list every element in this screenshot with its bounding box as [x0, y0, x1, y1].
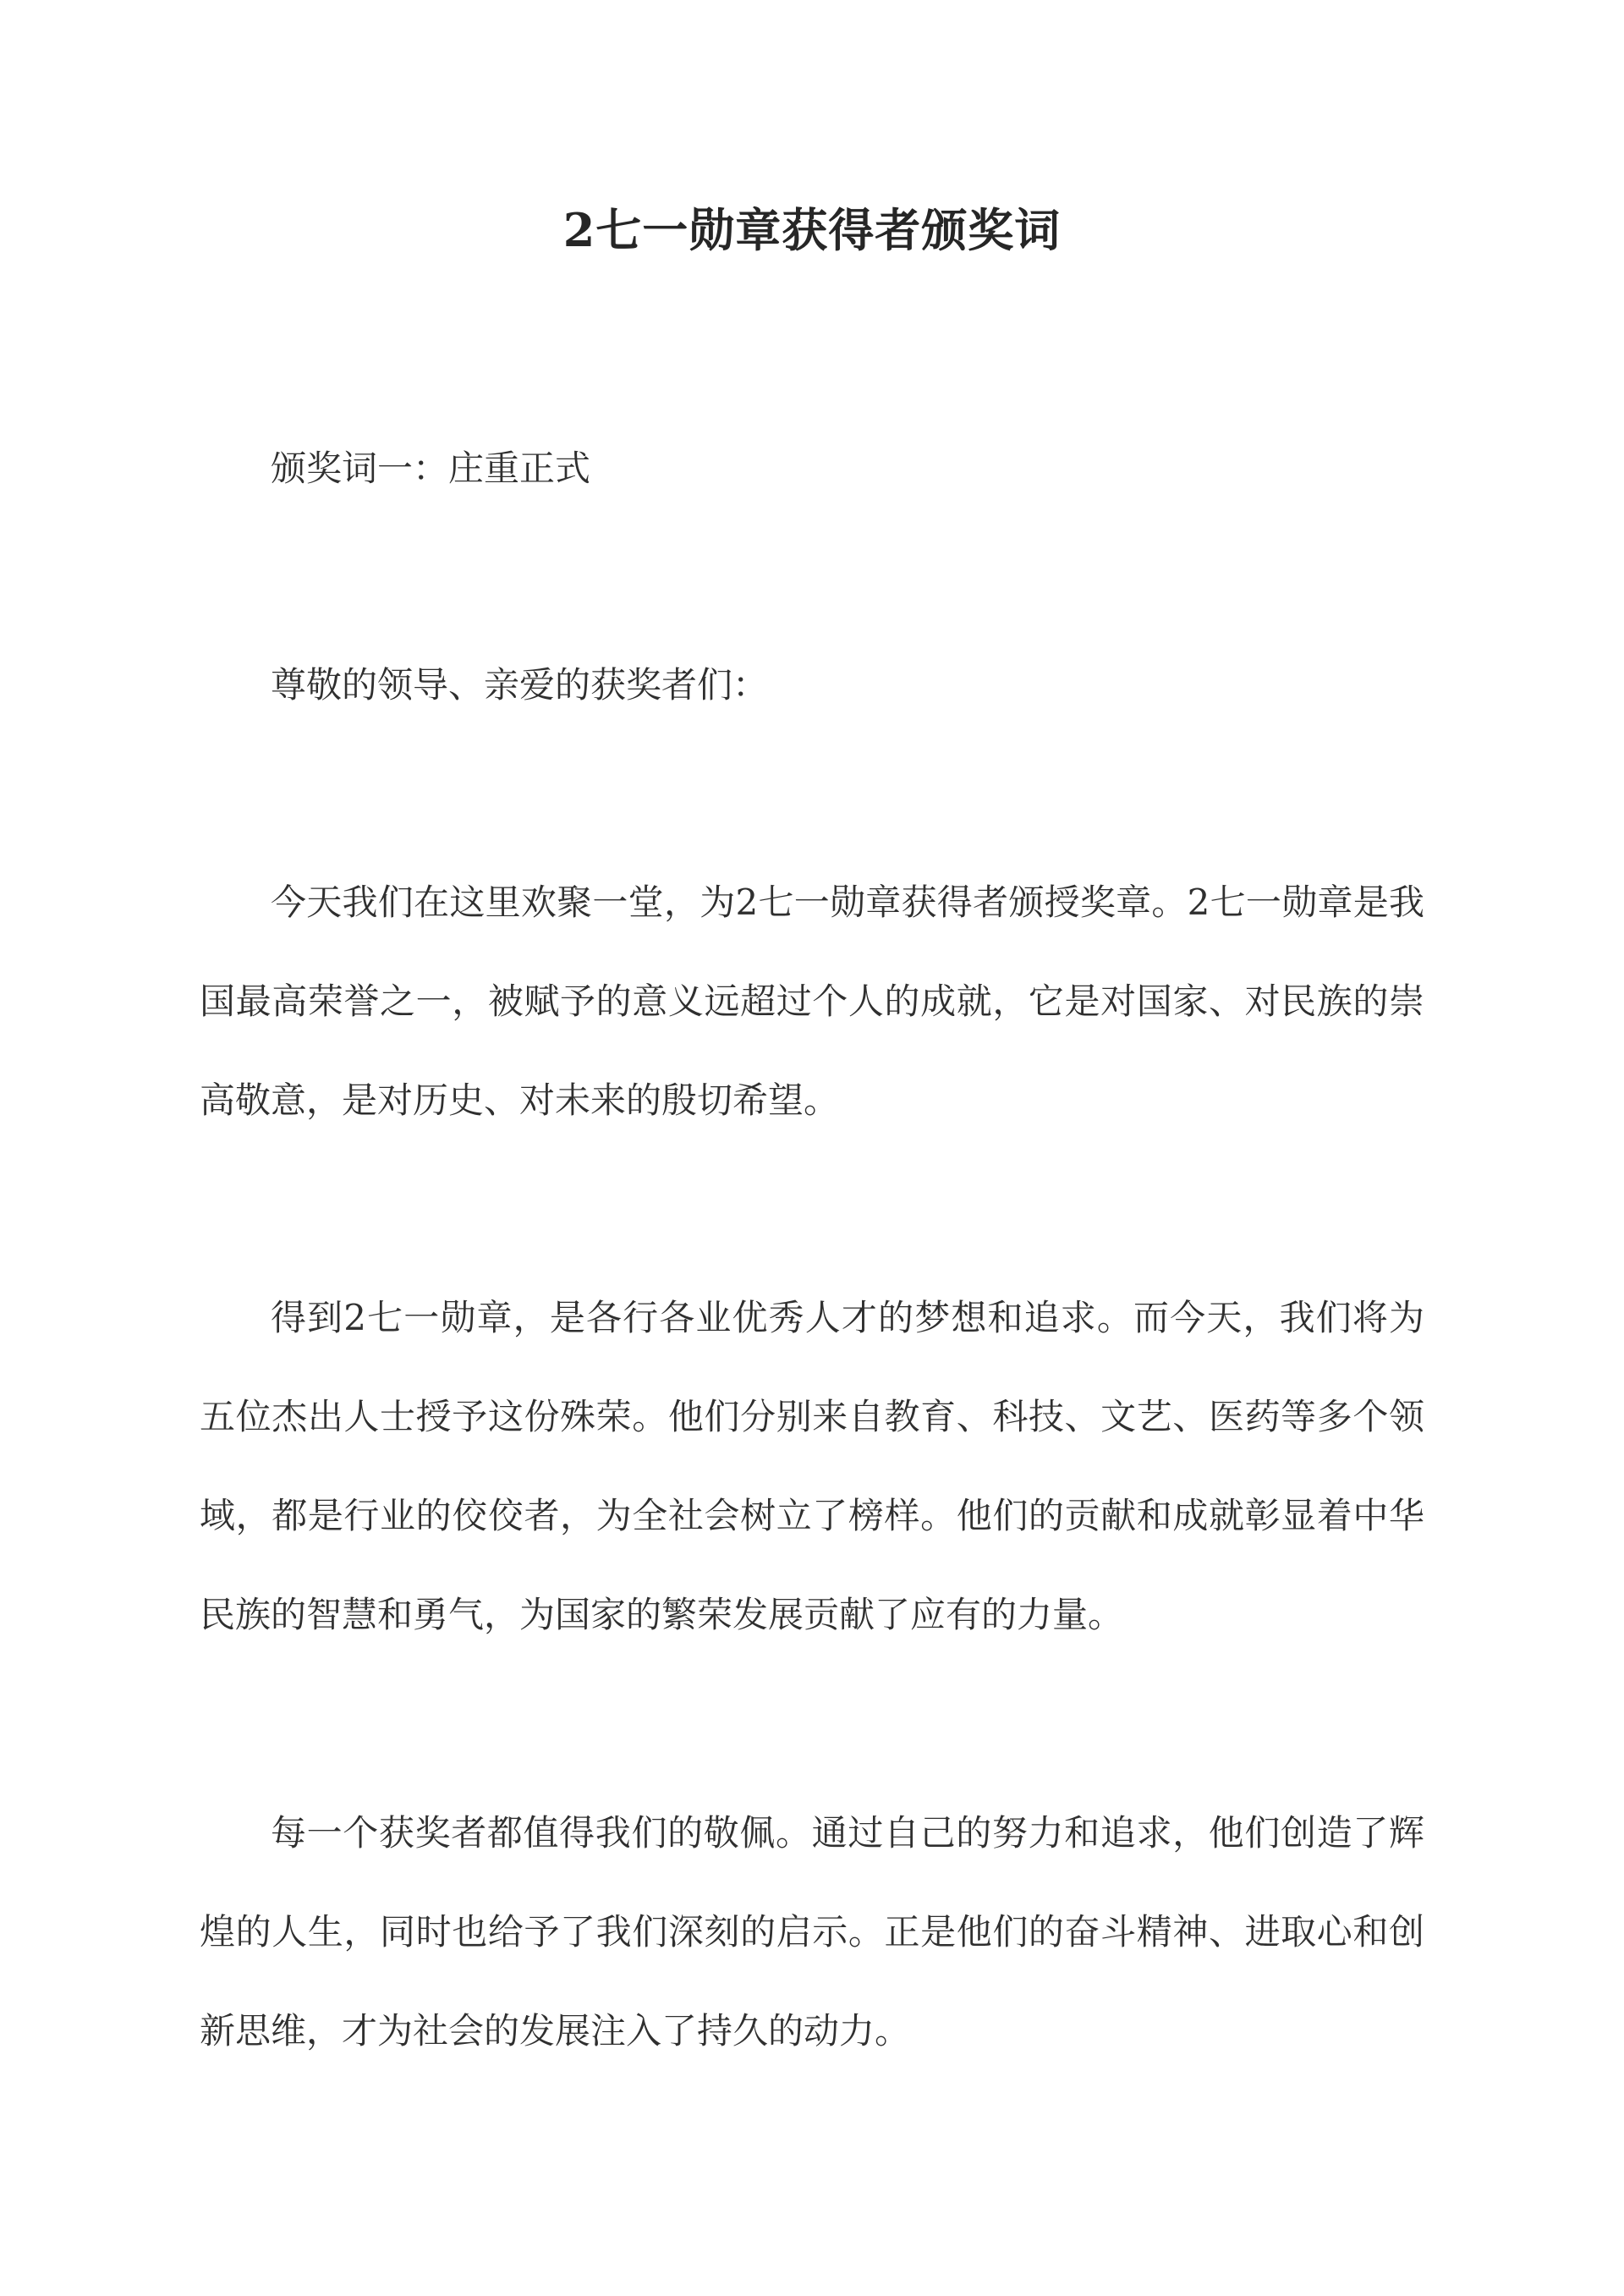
paragraph-3: 每一个获奖者都值得我们的敬佩。通过自己的努力和追求，他们创造了辉煌的人生，同时也给予了我们深刻的启示。正是他们的奋斗精神、进取心和创新思维，才为社会的发展注入了持久的动力。 — [200, 1812, 1424, 2052]
document-title: 2七一勋章获得者颁奖词 — [562, 203, 1062, 257]
greeting: 尊敬的领导、亲爱的获奖者们： — [271, 664, 769, 706]
paragraph-1: 今天我们在这里欢聚一堂，为2七一勋章获得者颁授奖章。2七一勋章是我国最高荣誉之一，被赋予的意义远超过个人的成就，它是对国家、对民族的崇高敬意，是对历史、对未来的殷切希望。 — [200, 882, 1424, 1121]
paragraph-2: 得到2七一勋章，是各行各业优秀人才的梦想和追求。而今天，我们将为五位杰出人士授予这份殊荣。他们分别来自教育、科技、文艺、医药等多个领域，都是行业的佼佼者，为全社会树立了榜样。他们的贡献和成就彰显着中华民族的智慧和勇气，为国家的繁荣发展贡献了应有的力量。 — [200, 1297, 1424, 1635]
section-heading: 颁奖词一：庄重正式 — [271, 448, 591, 489]
